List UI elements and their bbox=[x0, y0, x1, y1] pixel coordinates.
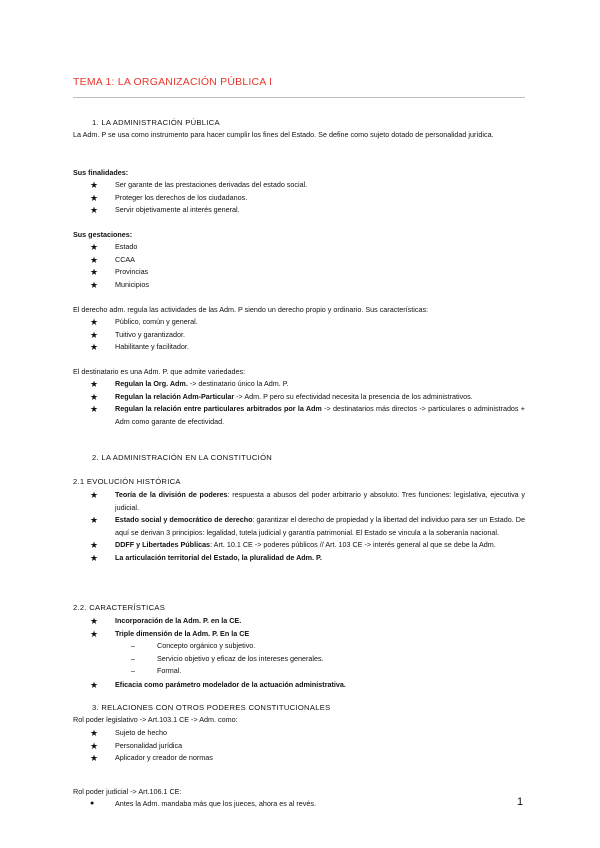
star-bullet-icon: ★ bbox=[90, 391, 99, 402]
gestaciones-list bbox=[90, 241, 525, 291]
list-item: ★ Proteger los derechos de los ciudadanos. bbox=[90, 192, 248, 203]
list-item: ★ Tuitivo y garantizador. bbox=[90, 329, 186, 340]
star-bullet-icon: ★ bbox=[90, 317, 99, 327]
star-bullet-icon: ★ bbox=[90, 205, 99, 215]
section-1-heading: 1. LA ADMINISTRACIÓN PÚBLICA bbox=[92, 118, 220, 127]
list-item: ★ Eficacia como parámetro modelador de la actuación administrativa. bbox=[90, 680, 346, 690]
star-bullet-icon: ★ bbox=[90, 192, 99, 203]
dimensiones-list bbox=[131, 640, 511, 678]
list-item: ★ DDFF y Libertades Públicas: Art. 10.1 CE -> poderes públicos // Art. 103 CE -> interés general al que se debe la Adm. bbox=[90, 540, 496, 550]
list-item: – Servicio objetivo y eficaz de los intereses generales. bbox=[131, 653, 511, 666]
list-item: ★ Provincias bbox=[90, 267, 149, 277]
subsection-2-1-heading: 2.1 EVOLUCIÓN HISTÓRICA bbox=[73, 477, 181, 486]
star-bullet-icon: ★ bbox=[90, 728, 99, 738]
page-title: TEMA 1: LA ORGANIZACIÓN PÚBLICA I bbox=[73, 76, 273, 88]
list-item: ★ Sujeto de hecho bbox=[90, 728, 167, 738]
evolucion-list bbox=[90, 489, 525, 564]
list-item: ★ Regulan la relación Adm-Particular -> Adm. P pero su efectividad necesita la presencia de los administrativos. bbox=[90, 391, 473, 402]
list-item: ★ Habilitante y facilitador. bbox=[90, 342, 189, 352]
star-bullet-icon: ★ bbox=[90, 753, 99, 763]
list-item: ★ Municipios bbox=[90, 279, 149, 290]
title-divider bbox=[73, 97, 525, 98]
star-bullet-icon: ★ bbox=[90, 254, 99, 265]
star-bullet-icon: ★ bbox=[90, 279, 99, 290]
star-bullet-icon: ★ bbox=[90, 552, 99, 563]
star-bullet-icon: ★ bbox=[90, 242, 99, 252]
list-item: ★ Ser garante de las prestaciones derivadas del estado social. bbox=[90, 180, 308, 190]
judicial-list bbox=[90, 798, 490, 811]
caracteristicas-ce-list bbox=[90, 615, 525, 640]
list-item: ★ Aplicador y creador de normas bbox=[90, 753, 213, 763]
star-bullet-icon: ★ bbox=[90, 379, 99, 389]
list-item: ● Antes la Adm. mandaba más que los jueces, ahora es al revés. bbox=[90, 798, 490, 811]
derecho-paragraph: El derecho adm. regula las actividades de las Adm. P siendo un derecho propio y ordinario. Sus características: bbox=[73, 305, 429, 314]
star-bullet-icon: ★ bbox=[90, 490, 99, 500]
star-bullet-icon: ★ bbox=[90, 515, 99, 525]
section-2-heading: 2. LA ADMINISTRACIÓN EN LA CONSTITUCIÓN bbox=[92, 453, 273, 462]
list-item: ★ La articulación territorial del Estado, la pluralidad de Adm. P. bbox=[90, 552, 322, 563]
variedades-list bbox=[90, 378, 525, 428]
star-bullet-icon: ★ bbox=[90, 628, 99, 639]
section-3-heading: 3. RELACIONES CON OTROS PODERES CONSTITUCIONALES bbox=[92, 703, 331, 712]
star-bullet-icon: ★ bbox=[90, 342, 99, 352]
list-item: ★ Estado bbox=[90, 242, 138, 252]
dot-bullet-icon: ● bbox=[90, 800, 95, 807]
star-bullet-icon: ★ bbox=[90, 267, 99, 277]
list-item: ★ Público, común y general. bbox=[90, 317, 198, 327]
subsection-2-2-heading: 2.2. CARACTERÍSTICAS bbox=[73, 603, 166, 612]
list-item: ★ Triple dimensión de la Adm. P. En la CE bbox=[90, 628, 250, 639]
page-number: 1 bbox=[517, 796, 524, 808]
dash-bullet-icon: – bbox=[131, 641, 135, 650]
star-bullet-icon: ★ bbox=[90, 740, 99, 751]
legislativo-list bbox=[90, 727, 525, 765]
star-bullet-icon: ★ bbox=[90, 616, 99, 626]
finalidades-list bbox=[90, 179, 525, 217]
star-bullet-icon: ★ bbox=[90, 329, 99, 340]
list-item: – Formal. bbox=[131, 665, 511, 678]
list-item: ★ CCAA bbox=[90, 254, 135, 265]
list-item: ★ Estado social y democrático de derecho: garantizar el derecho de propiedad y la libertad del individuo para ser un Estado. De aquí se derivan 3 principios: legalidad, tutela judicial y garantía patrimonial. El Estado se vincula a la soberanía nacional. bbox=[90, 515, 525, 537]
list-item: – Concepto orgánico y subjetivo. bbox=[131, 640, 511, 653]
star-bullet-icon: ★ bbox=[90, 404, 99, 414]
rol-judicial-paragraph: Rol poder judicial -> Art.106.1 CE: bbox=[73, 787, 182, 796]
dash-bullet-icon: – bbox=[131, 666, 135, 675]
caracteristicas-list bbox=[90, 316, 525, 354]
dash-bullet-icon: – bbox=[131, 653, 135, 663]
destinatario-paragraph: El destinatario es una Adm. P. que admite variedades: bbox=[73, 367, 246, 376]
rol-legislativo-paragraph: Rol poder legislativo -> Art.103.1 CE -> Adm. como: bbox=[73, 715, 238, 724]
eficacia-list bbox=[90, 679, 525, 692]
list-item: ★ Personalidad jurídica bbox=[90, 740, 183, 751]
star-bullet-icon: ★ bbox=[90, 680, 99, 690]
finalidades-label: Sus finalidades: bbox=[73, 168, 129, 177]
list-item: ★ Teoría de la división de poderes: respuesta a abusos del poder arbitrario y absoluto. Tres funciones: legislativa, ejecutiva y judicial. bbox=[90, 490, 525, 512]
star-bullet-icon: ★ bbox=[90, 180, 99, 190]
list-item: ★ Regulan la Org. Adm. -> destinatario único la Adm. P. bbox=[90, 379, 289, 389]
list-item: ★ Servir objetivamente al interés general. bbox=[90, 205, 240, 215]
star-bullet-icon: ★ bbox=[90, 540, 99, 550]
list-item: ★ Incorporación de la Adm. P. en la CE. bbox=[90, 616, 242, 626]
section-1-intro: La Adm. P se usa como instrumento para hacer cumplir los fines del Estado. Se define como sujeto dotado de personalidad jurídica. bbox=[73, 130, 494, 139]
gestaciones-label: Sus gestaciones: bbox=[73, 230, 133, 239]
list-item: ★ Regulan la relación entre particulares arbitrados por la Adm -> destinatarios más directos -> particulares o administrados + Adm como garante de efectividad. bbox=[90, 404, 525, 426]
